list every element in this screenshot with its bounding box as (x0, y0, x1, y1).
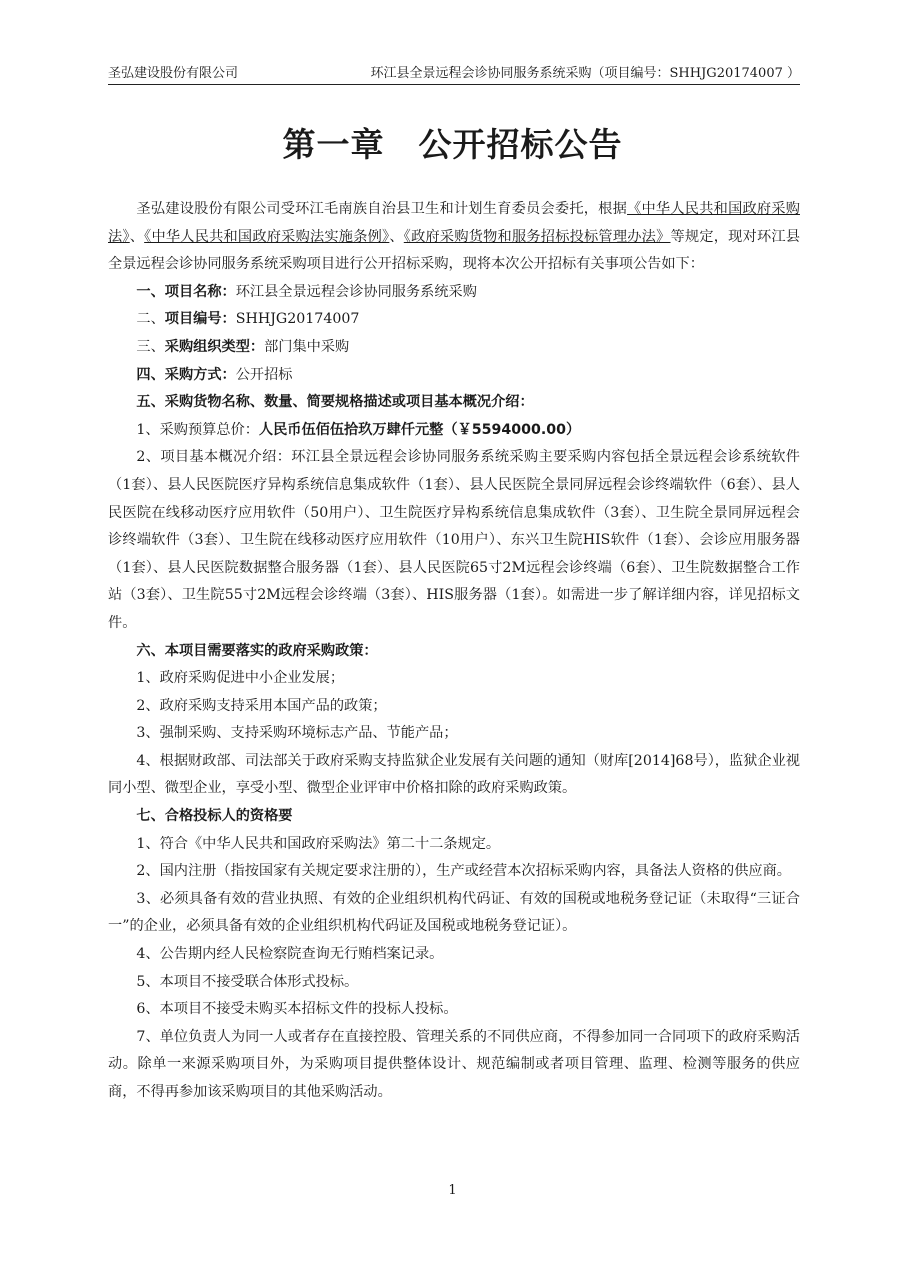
section-4: 四、采购方式：公开招标 (136, 366, 293, 383)
section-7-heading: 七、合格投标人的资格要 (136, 808, 293, 825)
header-company: 圣弘建设股份有限公司 (108, 66, 239, 81)
section-5-overview: 2、项目基本概况介绍：环江县全景远程会诊协同服务系统采购主要采购内容包括全景远程会诊系统软件（1套）、县人民医院医疗异构系统信息集成软件（1套）、县人民医院全景同屏远程会诊终端软件（6套）、县人民医院在线移动医疗应用软件（50用户）、卫生院医疗异构系统信息集成软件（3套）、卫生院全景同屏远程会诊终端软件（3套）、卫生院在线移动医疗应用软件（10用户）、东兴卫生院HIS软件（1套）、会诊应用服务器（1套）、县人民医院数据整合服务器（1套）、县人民医院65寸2M远程会诊终端（6套）、卫生院数据整合工作站（3套）、卫生院55寸2M远程会诊终端（3套）、HIS服务器（1套）。如需进一步了解详细内容，详见招标文件。 (108, 449, 800, 631)
policy-item: 2、政府采购支持采用本国产品的政策； (136, 697, 387, 714)
law-link: 《政府采购货物和服务招标投标管理办法》 (403, 228, 671, 245)
qualification-item: 4、公告期内经人民检察院查询无行贿档案记录。 (136, 946, 444, 963)
qualification-item: 5、本项目不接受联合体形式投标。 (136, 973, 359, 990)
qualification-item: 6、本项目不接受未购买本招标文件的投标人投标。 (136, 1001, 458, 1018)
page-header (108, 64, 800, 85)
section-6-heading: 六、本项目需要落实的政府采购政策： (136, 642, 378, 659)
policy-item: 1、政府采购促进中小企业发展； (136, 670, 345, 687)
section-2: 二、项目编号：SHHJG20174007 (136, 311, 360, 328)
section-3: 三、采购组织类型：部门集中采购 (136, 338, 350, 355)
policy-item: 4、根据财政部、司法部关于政府采购支持监狱企业发展有关问题的通知（财库[2014]68号），监狱企业视同小型、微型企业，享受小型、微型企业评审中价格扣除的政府采购政策。 (108, 752, 800, 797)
law-link: 《中华人民共和国政府采购法》 (108, 201, 800, 245)
page-number: 1 (448, 1183, 457, 1198)
section-5-heading: 五、采购货物名称、数量、简要规格描述或项目基本概况介绍： (136, 394, 534, 411)
header-project: 环江县全景远程会诊协同服务系统采购（项目编号：SHHJG20174007 ） (370, 66, 800, 81)
section-1: 一、项目名称：环江县全景远程会诊协同服务系统采购 (136, 283, 477, 300)
qualification-item: 2、国内注册（指按国家有关规定要求注册的），生产或经营本次招标采购内容，具备法人资格的供应商。 (136, 863, 791, 880)
intro-paragraph: 圣弘建设股份有限公司受环江毛南族自治县卫生和计划生育委员会委托，根据《中华人民共和国政府采购法》、《中华人民共和国政府采购法实施条例》、《政府采购货物和服务招标投标管理办法》等规定，现对环江县全景远程会诊协同服务系统采购项目进行公开招标采购，现将本次公开招标有关事项公告如下： (108, 201, 800, 273)
policy-item: 3、强制采购、支持采购环境标志产品、节能产品； (136, 725, 458, 742)
document-body (108, 196, 800, 1107)
section-5-budget: 1、采购预算总价：人民币伍佰伍拾玖万肆仟元整（￥5594000.00） (136, 421, 581, 438)
law-link: 《中华人民共和国政府采购法实施条例》 (144, 228, 390, 245)
qualification-item: 1、符合《中华人民共和国政府采购法》第二十二条规定。 (136, 835, 501, 852)
chapter-title: 第一章 公开招标公告 (282, 125, 623, 164)
qualification-item: 7、单位负责人为同一人或者存在直接控股、管理关系的不同供应商，不得参加同一合同项下的政府采购活动。除单一来源采购项目外，为采购项目提供整体设计、规范编制或者项目管理、监理、检测等服务的供应商，不得再参加该采购项目的其他采购活动。 (108, 1028, 800, 1100)
qualification-item: 3、必须具备有效的营业执照、有效的企业组织机构代码证、有效的国税或地税务登记证（未取得“三证合一”的企业，必须具备有效的企业组织机构代码证及国税或地税务登记证）。 (108, 890, 800, 935)
